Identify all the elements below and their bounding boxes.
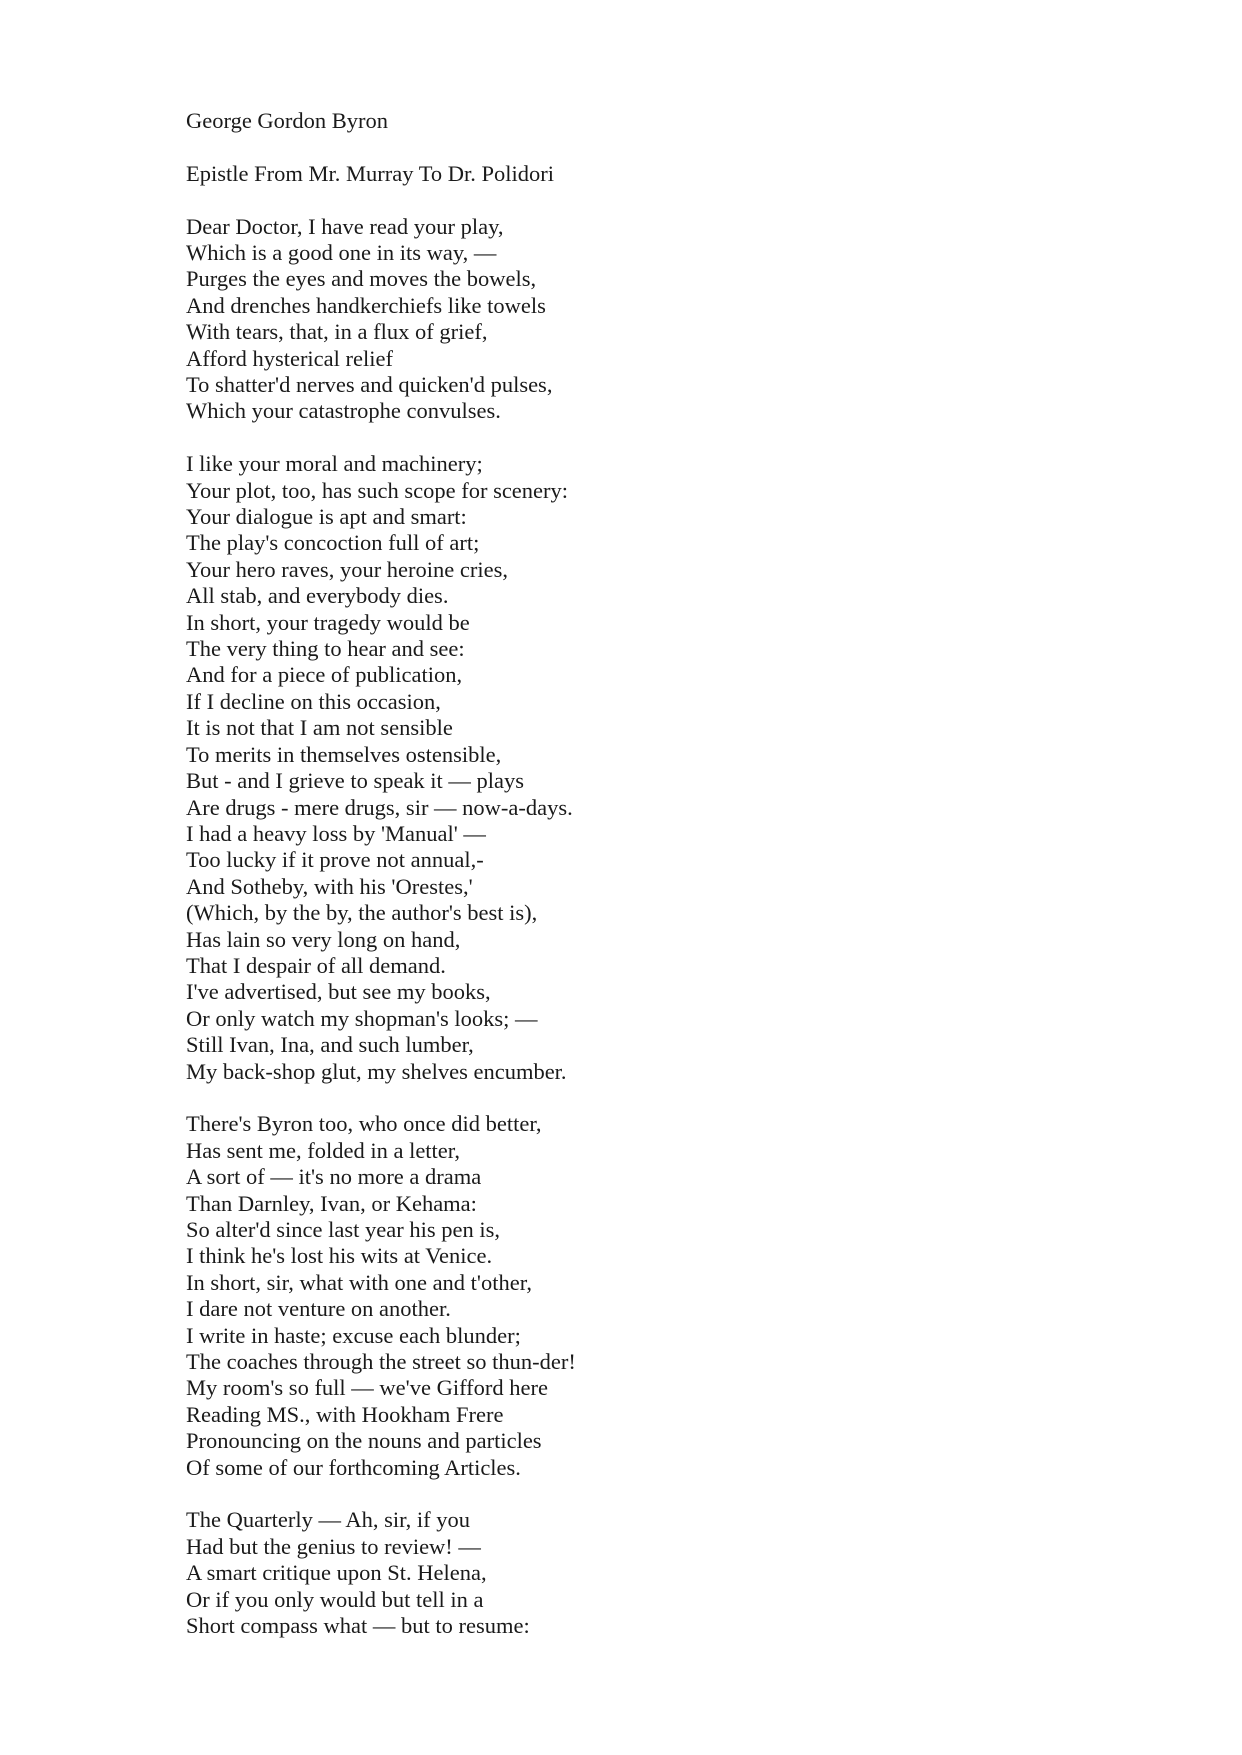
- poem-line: I write in haste; excuse each blunder;: [186, 1322, 521, 1348]
- poem-line: Short compass what — but to resume:: [186, 1613, 530, 1639]
- poem-line: If I decline on this occasion,: [186, 688, 441, 714]
- stanza: [186, 214, 1186, 425]
- poem-line: Or only watch my shopman's looks; —: [186, 1005, 538, 1031]
- poem-line: All stab, and everybody dies.: [186, 583, 449, 609]
- document-page: [186, 108, 1186, 1666]
- poem-line: And drenches handkerchiefs like towels: [186, 292, 546, 318]
- poem-line: The play's concoction full of art;: [186, 530, 480, 556]
- poem-line: I had a heavy loss by 'Manual' —: [186, 820, 486, 846]
- poem-line: Than Darnley, Ivan, or Kehama:: [186, 1190, 477, 1216]
- poem-line: The Quarterly — Ah, sir, if you: [186, 1507, 471, 1533]
- poem-line: Reading MS., with Hookham Frere: [186, 1401, 504, 1427]
- poem-line: I think he's lost his wits at Venice.: [186, 1243, 493, 1269]
- poem-line: A sort of — it's no more a drama: [186, 1164, 482, 1190]
- poem-line: Purges the eyes and moves the bowels,: [186, 266, 537, 292]
- poem-line: But - and I grieve to speak it — plays: [186, 768, 525, 794]
- poem-line: It is not that I am not sensible: [186, 715, 453, 741]
- poem-line: The very thing to hear and see:: [186, 636, 465, 662]
- poem-line: That I despair of all demand.: [186, 952, 446, 978]
- poem-line: Too lucky if it prove not annual,-: [186, 847, 484, 873]
- poem-line: Your plot, too, has such scope for scenery:: [186, 477, 569, 503]
- poem-line: Which is a good one in its way, —: [186, 240, 497, 265]
- poem-line: With tears, that, in a flux of grief,: [186, 319, 488, 345]
- poem-line: Which your catastrophe convulses.: [186, 398, 501, 424]
- poem-line: In short, sir, what with one and t'other,: [186, 1269, 532, 1295]
- stanza: [186, 1507, 1186, 1639]
- poem-line: I dare not venture on another.: [186, 1296, 451, 1322]
- poem-line: To shatter'd nerves and quicken'd pulses,: [186, 372, 553, 398]
- poem-line: My back-shop glut, my shelves encumber.: [186, 1058, 567, 1084]
- poem-line: I like your moral and machinery;: [186, 451, 483, 477]
- poem-line: Of some of our forthcoming Articles.: [186, 1454, 521, 1480]
- poem-line: Has sent me, folded in a letter,: [186, 1137, 461, 1163]
- poem-line: A smart critique upon St. Helena,: [186, 1560, 487, 1586]
- poem-line: Still Ivan, Ina, and such lumber,: [186, 1032, 474, 1058]
- poem-line: Or if you only would but tell in a: [186, 1586, 484, 1612]
- poem-line: Pronouncing on the nouns and particles: [186, 1428, 542, 1454]
- poem-line: I've advertised, but see my books,: [186, 979, 491, 1005]
- poem-line: Dear Doctor, I have read your play,: [186, 213, 504, 239]
- poem-line: And Sotheby, with his 'Orestes,': [186, 873, 473, 899]
- poem-line: Your dialogue is apt and smart:: [186, 504, 467, 530]
- poem-line: Are drugs - mere drugs, sir — now-a-days.: [186, 794, 573, 820]
- poem-line: My room's so full — we've Gifford here: [186, 1375, 548, 1401]
- poem-line: In short, your tragedy would be: [186, 609, 470, 635]
- poem-line: There's Byron too, who once did better,: [186, 1111, 542, 1137]
- poem-line: To merits in themselves ostensible,: [186, 741, 502, 767]
- poem-body: [186, 214, 1186, 1640]
- author-name: George Gordon Byron: [186, 108, 389, 133]
- poem-line: (Which, by the by, the author's best is),: [186, 900, 538, 926]
- stanza: [186, 451, 1186, 1085]
- poem-line: So alter'd since last year his pen is,: [186, 1217, 500, 1242]
- stanza: [186, 1111, 1186, 1481]
- poem-line: Your hero raves, your heroine cries,: [186, 556, 508, 582]
- poem-title: Epistle From Mr. Murray To Dr. Polidori: [186, 160, 555, 186]
- poem-line: And for a piece of publication,: [186, 662, 463, 688]
- poem-line: Had but the genius to review! —: [186, 1533, 481, 1559]
- poem-line: Afford hysterical relief: [186, 345, 393, 371]
- poem-line: Has lain so very long on hand,: [186, 926, 461, 952]
- poem-line: The coaches through the street so thun-der!: [186, 1349, 576, 1375]
